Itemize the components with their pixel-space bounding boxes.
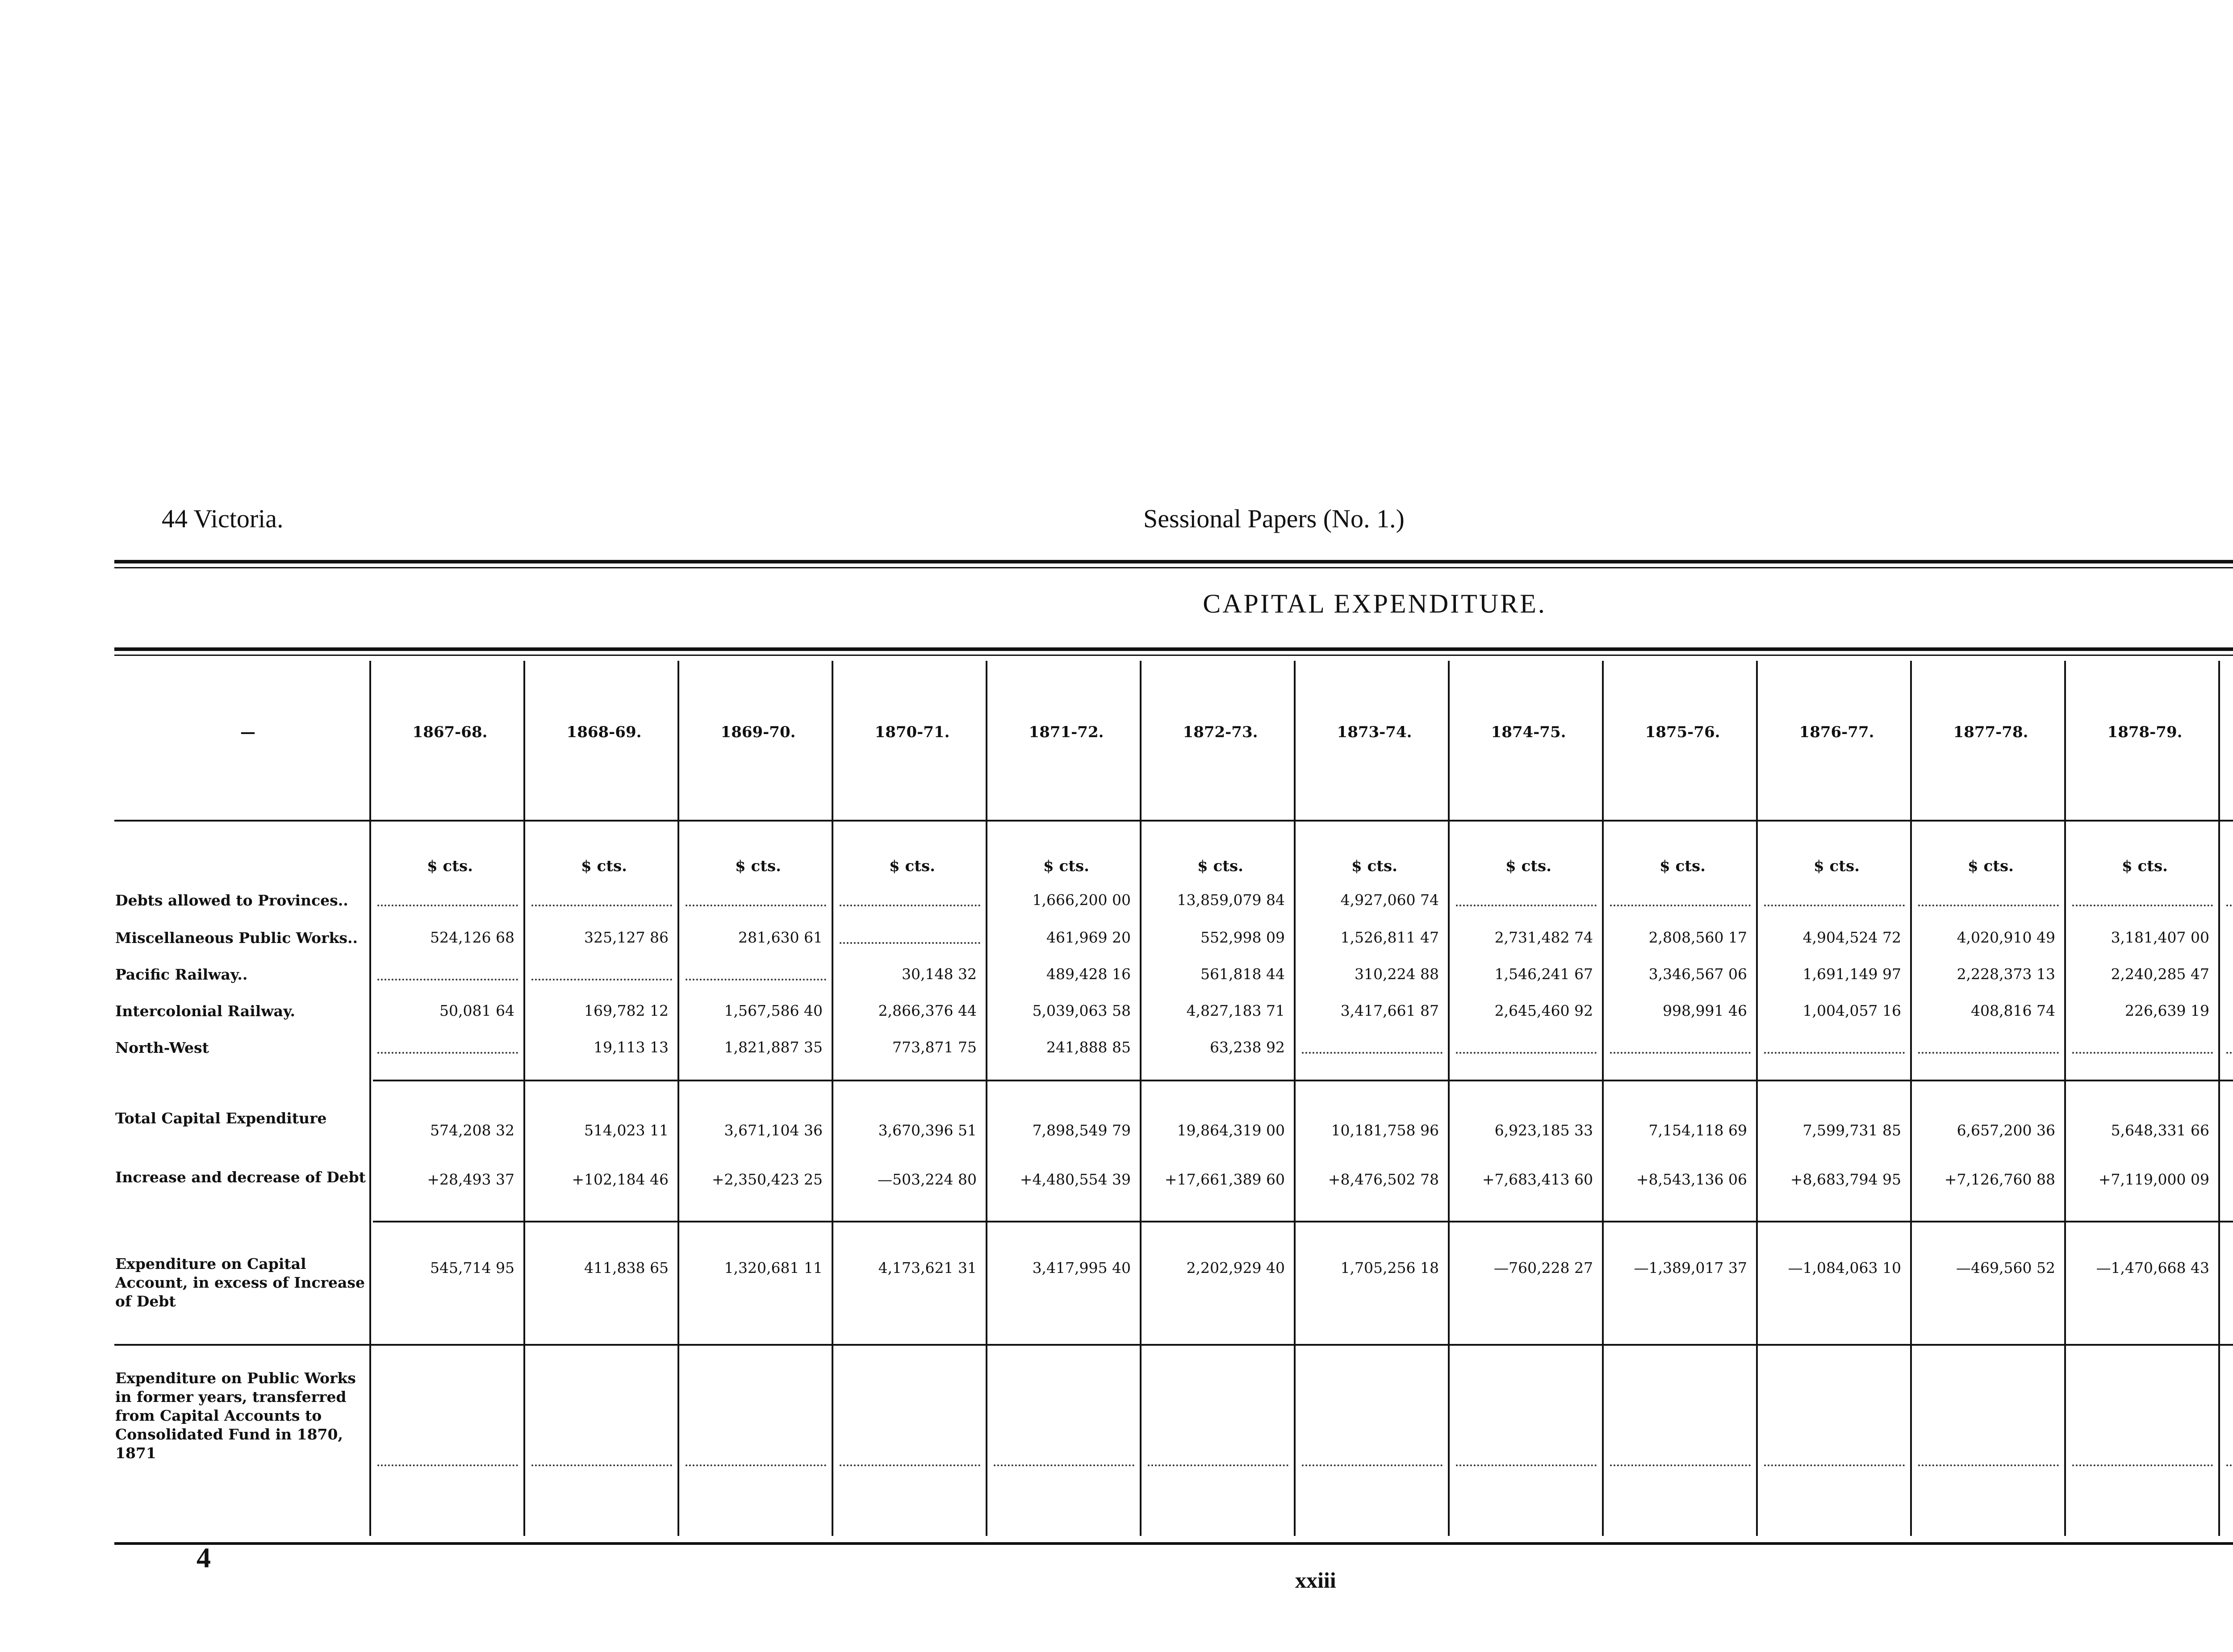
table-cell: 3,346,567 06 xyxy=(1648,965,1747,983)
table-cell: 7,898,549 79 xyxy=(1032,1122,1131,1139)
table-cell: 5,039,063 58 xyxy=(1032,1002,1131,1019)
table-cell: 3,417,995 40 xyxy=(1032,1259,1131,1277)
table-cell: 3,417,661 87 xyxy=(1340,1002,1439,1019)
table-cell: 514,023 11 xyxy=(584,1122,669,1139)
units-label: $ cts. xyxy=(735,857,781,875)
row-label: North-West xyxy=(115,1039,209,1056)
column-header xyxy=(2222,723,2233,741)
units-label: $ cts. xyxy=(1968,857,2014,875)
table-cell: 1,526,811 47 xyxy=(1340,929,1439,946)
table-cell: +28,493 37 xyxy=(427,1171,514,1188)
empty-cell-dots xyxy=(377,905,518,906)
column-rule xyxy=(1756,661,1758,1536)
table-cell: —1,389,017 37 xyxy=(1634,1259,1747,1277)
empty-cell-dots xyxy=(1610,1052,1751,1054)
table-cell: 545,714 95 xyxy=(430,1259,514,1277)
table-cell xyxy=(2222,1171,2233,1188)
table-cell: 1,821,887 35 xyxy=(724,1039,823,1056)
column-header: 1872-73. xyxy=(1183,723,1258,741)
empty-cell-dots xyxy=(994,1464,1134,1466)
row-label: Debts allowed to Provinces.. xyxy=(115,892,348,909)
table-cell: +2,350,423 25 xyxy=(711,1171,823,1188)
empty-cell-dots xyxy=(1610,905,1751,906)
table-cell: 4,927,060 74 xyxy=(1340,891,1439,909)
table-cell: 552,998 09 xyxy=(1200,929,1285,946)
table-cell: +4,480,554 39 xyxy=(1020,1171,1131,1188)
table-cell: 3,670,396 51 xyxy=(878,1122,977,1139)
table-cell: 461,969 20 xyxy=(1046,929,1131,946)
header-rule-thin xyxy=(114,567,2233,568)
empty-cell-dots xyxy=(2072,1464,2213,1466)
table-cell: 2,866,376 44 xyxy=(878,1002,977,1019)
column-header: 1869-70. xyxy=(720,723,796,741)
units-label xyxy=(2222,857,2233,875)
table-cell: 408,816 74 xyxy=(1971,1002,2055,1019)
empty-cell-dots xyxy=(531,979,672,980)
row-label: Expenditure on Capital Account, in excess of Increase of Debt xyxy=(115,1255,365,1310)
units-label: $ cts. xyxy=(1197,857,1243,875)
table-cell: 2,645,460 92 xyxy=(1494,1002,1593,1019)
table-cell: 4,827,183 71 xyxy=(1186,1002,1285,1019)
column-rule xyxy=(677,661,679,1536)
row-label: Pacific Railway.. xyxy=(115,966,248,983)
units-label: $ cts. xyxy=(1814,857,1860,875)
column-header: 1868-69. xyxy=(566,723,642,741)
table-cell: +7,119,000 09 xyxy=(2098,1171,2209,1188)
table-cell: 310,224 88 xyxy=(1355,965,1439,983)
table-cell: 281,630 61 xyxy=(738,929,823,946)
units-label: $ cts. xyxy=(1660,857,1706,875)
table-cell: 5,648,331 66 xyxy=(2111,1122,2209,1139)
empty-cell-dots xyxy=(686,905,826,906)
table-cell: —1,084,063 10 xyxy=(1788,1259,1901,1277)
table-cell: 226,639 19 xyxy=(2125,1002,2209,1019)
table-cell: 1,567,586 40 xyxy=(724,1002,823,1019)
table-cell: 3,671,104 36 xyxy=(724,1122,823,1139)
column-rule xyxy=(1910,661,1912,1536)
empty-cell-dots xyxy=(531,1464,672,1466)
table-cell: 10,181,758 96 xyxy=(1331,1122,1439,1139)
table-top-rule-thin xyxy=(114,655,2233,656)
footer-page-number: 4 xyxy=(197,1542,211,1573)
empty-cell-dots xyxy=(2072,905,2213,906)
table-cell: +7,126,760 88 xyxy=(1944,1171,2055,1188)
table-cell: +8,683,794 95 xyxy=(1790,1171,1901,1188)
table-cell: 325,127 86 xyxy=(584,929,669,946)
table-cell xyxy=(2222,1122,2233,1139)
row-label: Expenditure on Public Works in former years, transferred from Capital Accounts to Consolidated Fund in 1870, 1871 xyxy=(115,1369,356,1462)
empty-cell-dots xyxy=(840,905,980,906)
column-rule xyxy=(986,661,987,1536)
table-cell: 6,657,200 36 xyxy=(1957,1122,2055,1139)
column-rule xyxy=(523,661,525,1536)
column-header: 1875-76. xyxy=(1645,723,1720,741)
empty-cell-dots xyxy=(1148,1464,1288,1466)
table-cell: 4,020,910 49 xyxy=(1957,929,2055,946)
table-corner-dash: — xyxy=(240,723,255,741)
empty-cell-dots xyxy=(686,979,826,980)
page-title: CAPITAL EXPENDITURE. xyxy=(1203,589,1547,618)
column-header: 1873-74. xyxy=(1337,723,1412,741)
empty-cell-dots xyxy=(2226,1464,2233,1466)
table-cell: 241,888 85 xyxy=(1046,1039,1131,1056)
empty-cell-dots xyxy=(1918,905,2059,906)
table-cell: 50,081 64 xyxy=(439,1002,514,1019)
empty-cell-dots xyxy=(1456,1464,1597,1466)
empty-cell-dots xyxy=(1918,1464,2059,1466)
column-rule xyxy=(832,661,833,1536)
column-header: 1876-77. xyxy=(1799,723,1874,741)
units-label: $ cts. xyxy=(889,857,935,875)
units-label: $ cts. xyxy=(1043,857,1089,875)
empty-cell-dots xyxy=(377,1052,518,1054)
table-cell: +7,683,413 60 xyxy=(1482,1171,1593,1188)
header-center: Sessional Papers (No. 1.) xyxy=(1143,504,1405,533)
table-cell: 1,705,256 18 xyxy=(1340,1259,1439,1277)
empty-cell-dots xyxy=(2072,1052,2213,1054)
table-cell: 561,818 44 xyxy=(1200,965,1285,983)
empty-cell-dots xyxy=(1302,1464,1443,1466)
column-rule xyxy=(1602,661,1604,1536)
table-cell: 7,154,118 69 xyxy=(1648,1122,1747,1139)
table-cell: 2,202,929 40 xyxy=(1186,1259,1285,1277)
row-label: Intercolonial Railway. xyxy=(115,1002,295,1020)
column-rule xyxy=(1294,661,1296,1536)
empty-cell-dots xyxy=(686,1464,826,1466)
table-cell: 574,208 32 xyxy=(430,1122,514,1139)
empty-cell-dots xyxy=(1764,1464,1905,1466)
row-label: Total Capital Expenditure xyxy=(115,1110,327,1127)
footer-rule xyxy=(114,1542,2233,1545)
table-cell: +8,543,136 06 xyxy=(1636,1171,1747,1188)
empty-cell-dots xyxy=(1456,1052,1597,1054)
empty-cell-dots xyxy=(377,979,518,980)
column-header: 1877-78. xyxy=(1953,723,2028,741)
table-cell: 7,599,731 85 xyxy=(1802,1122,1901,1139)
table-cell: 4,173,621 31 xyxy=(878,1259,977,1277)
table-cell xyxy=(2222,1259,2233,1277)
excess-rule xyxy=(114,1344,2233,1346)
empty-cell-dots xyxy=(531,905,672,906)
table-cell: —760,228 27 xyxy=(1494,1259,1593,1277)
table-cell: +102,184 46 xyxy=(572,1171,669,1188)
table-cell: 2,228,373 13 xyxy=(1957,965,2055,983)
empty-cell-dots xyxy=(2226,1052,2233,1054)
table-cell: 773,871 75 xyxy=(892,1039,977,1056)
table-cell: 2,731,482 74 xyxy=(1494,929,1593,946)
column-header: 1870-71. xyxy=(874,723,950,741)
column-header: 1871-72. xyxy=(1029,723,1104,741)
table-cell: 2,240,285 47 xyxy=(2111,965,2209,983)
table-cell: 4,904,524 72 xyxy=(1802,929,1901,946)
row-label: Increase and decrease of Debt xyxy=(115,1168,366,1186)
units-label: $ cts. xyxy=(1505,857,1551,875)
table-cell xyxy=(2222,965,2233,983)
table-cell: 19,113 13 xyxy=(594,1039,669,1056)
subtotal-rule xyxy=(373,1080,2233,1081)
table-cell: 13,859,079 84 xyxy=(1177,891,1285,909)
empty-cell-dots xyxy=(840,942,980,944)
table-cell: 524,126 68 xyxy=(430,929,514,946)
empty-cell-dots xyxy=(2226,905,2233,906)
table-cell xyxy=(2222,929,2233,946)
empty-cell-dots xyxy=(377,1464,518,1466)
header-bottom-rule xyxy=(114,820,2233,822)
table-cell: 6,923,185 33 xyxy=(1494,1122,1593,1139)
table-cell: 1,320,681 11 xyxy=(724,1259,823,1277)
table-cell: 63,238 92 xyxy=(1210,1039,1285,1056)
empty-cell-dots xyxy=(1918,1052,2059,1054)
column-rule xyxy=(2064,661,2066,1536)
table-cell: 998,991 46 xyxy=(1663,1002,1747,1019)
units-label: $ cts. xyxy=(1351,857,1397,875)
table-cell: 2,808,560 17 xyxy=(1648,929,1747,946)
column-rule xyxy=(1140,661,1142,1536)
table-cell: —469,560 52 xyxy=(1956,1259,2055,1277)
empty-cell-dots xyxy=(840,1464,980,1466)
table-cell: 19,864,319 00 xyxy=(1177,1122,1285,1139)
empty-cell-dots xyxy=(1302,1052,1443,1054)
table-cell: —503,224 80 xyxy=(878,1171,977,1188)
header-rule-thick xyxy=(114,560,2233,563)
column-rule xyxy=(2218,661,2220,1536)
table-cell: —1,470,668 43 xyxy=(2096,1259,2209,1277)
table-cell: 30,148 32 xyxy=(902,965,977,983)
units-label: $ cts. xyxy=(2122,857,2168,875)
table-cell: 489,428 16 xyxy=(1046,965,1131,983)
table-top-rule xyxy=(114,647,2233,651)
header-left: 44 Victoria. xyxy=(162,504,284,533)
column-header: 1867-68. xyxy=(412,723,488,741)
column-header: 1878-79. xyxy=(2107,723,2183,741)
table-cell: 1,004,057 16 xyxy=(1802,1002,1901,1019)
table-cell: 1,666,200 00 xyxy=(1032,891,1131,909)
table-cell: +8,476,502 78 xyxy=(1328,1171,1439,1188)
empty-cell-dots xyxy=(1764,905,1905,906)
table-cell: 1,691,149 97 xyxy=(1802,965,1901,983)
column-rule xyxy=(1448,661,1450,1536)
table-cell: 1,546,241 67 xyxy=(1494,965,1593,983)
table-cell: 411,838 65 xyxy=(584,1259,669,1277)
units-label: $ cts. xyxy=(581,857,627,875)
row-label: Miscellaneous Public Works.. xyxy=(115,929,358,947)
table-cell xyxy=(2222,1002,2233,1019)
empty-cell-dots xyxy=(1610,1464,1751,1466)
column-header: 1874-75. xyxy=(1491,723,1566,741)
units-label: $ cts. xyxy=(427,857,473,875)
empty-cell-dots xyxy=(1456,905,1597,906)
footer-roman-page: xxiii xyxy=(1295,1568,1336,1593)
table-cell: 3,181,407 00 xyxy=(2111,929,2209,946)
empty-cell-dots xyxy=(1764,1052,1905,1054)
debt-rule xyxy=(373,1221,2233,1222)
table-cell: 169,782 12 xyxy=(584,1002,669,1019)
table-cell: +17,661,389 60 xyxy=(1164,1171,1285,1188)
